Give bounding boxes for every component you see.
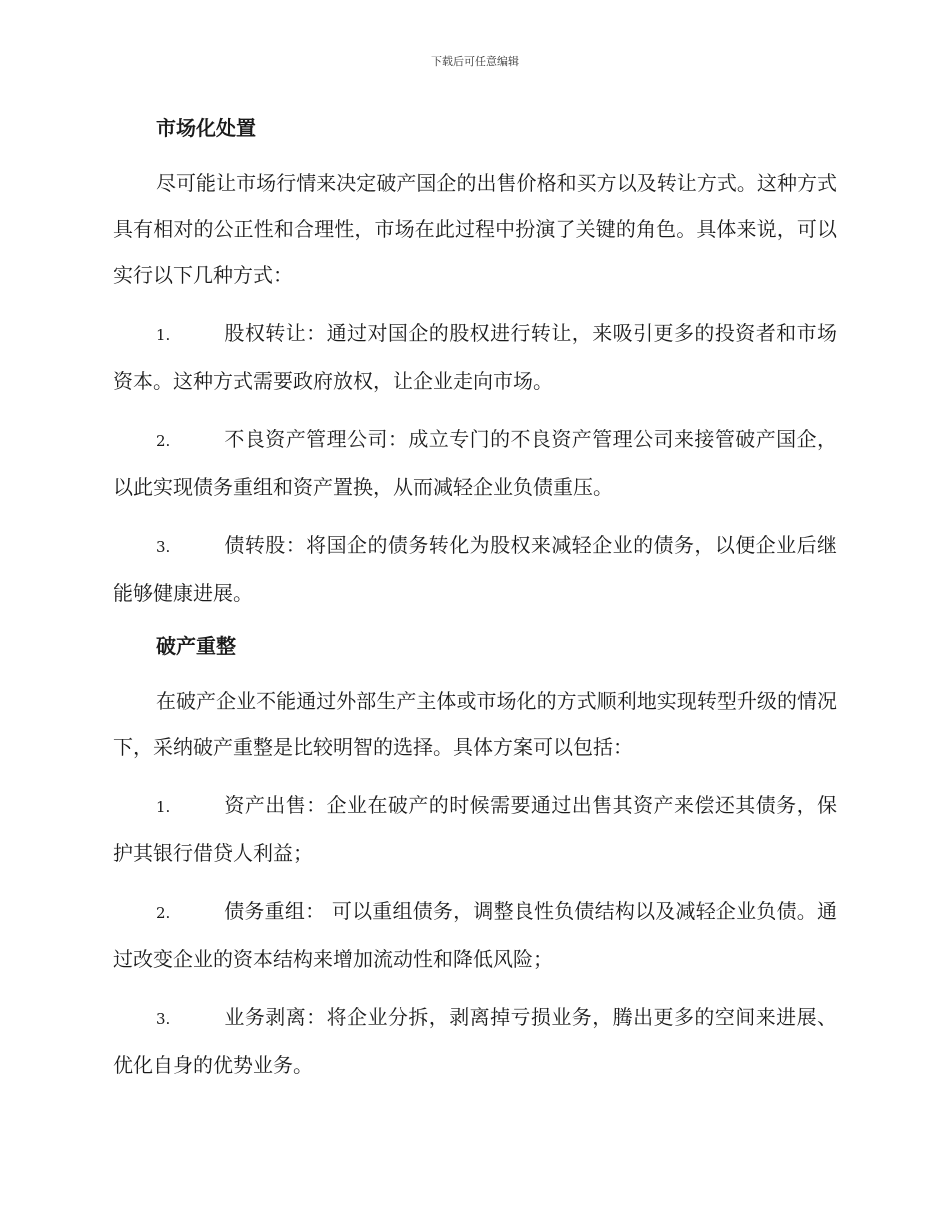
list-item-text: 债转股：将国企的债务转化为股权来减轻企业的债务，以便企业后继能够健康进展。 (113, 533, 837, 605)
list-item (113, 416, 837, 510)
list-item-text: 股权转让：通过对国企的股权进行转让，来吸引更多的投资者和市场资本。这种方式需要政府放权，让企业走向市场。 (113, 321, 837, 393)
section-bankruptcy-reorganization (113, 628, 837, 1088)
list-number: 1. (156, 326, 171, 344)
list-item (113, 522, 837, 616)
section-intro: 在破产企业不能通过外部生产主体或市场化的方式顺利地实现转型升级的情况下，采纳破产重整是比较明智的选择。具体方案可以包括： (113, 689, 837, 759)
section-title: 破产重整 (156, 634, 236, 658)
section-intro: 尽可能让市场行情来决定破产国企的出售价格和买方以及转让方式。这种方式具有相对的公正性和合理性，市场在此过程中扮演了关键的角色。具体来说，可以实行以下几种方式： (113, 171, 837, 287)
list-item (113, 994, 837, 1088)
document-body (113, 110, 837, 1100)
list-number: 3. (156, 1010, 171, 1028)
section-title: 市场化处置 (156, 116, 256, 140)
list-item-text: 不良资产管理公司：成立专门的不良资产管理公司来接管破产国企，以此实现债务重组和资产置换，从而减轻企业负债重压。 (113, 427, 837, 499)
list-item-text: 债务重组： 可以重组债务，调整良性负债结构以及减轻企业负债。通过改变企业的资本结构来增加流动性和降低风险； (113, 899, 837, 971)
list-number: 2. (156, 904, 171, 922)
list-item (113, 310, 837, 404)
list-number: 1. (156, 798, 171, 816)
list-item (113, 888, 837, 982)
list-item-text: 业务剥离：将企业分拆，剥离掉亏损业务，腾出更多的空间来进展、优化自身的优势业务。 (113, 1005, 837, 1077)
list-item (113, 782, 837, 876)
list-number: 2. (156, 432, 171, 450)
section-market-disposal (113, 110, 837, 616)
list-item-text: 资产出售：企业在破产的时候需要通过出售其资产来偿还其债务，保护其银行借贷人利益； (113, 793, 837, 865)
page-header: 下载后可任意编辑 (431, 55, 519, 68)
list-number: 3. (156, 538, 171, 556)
